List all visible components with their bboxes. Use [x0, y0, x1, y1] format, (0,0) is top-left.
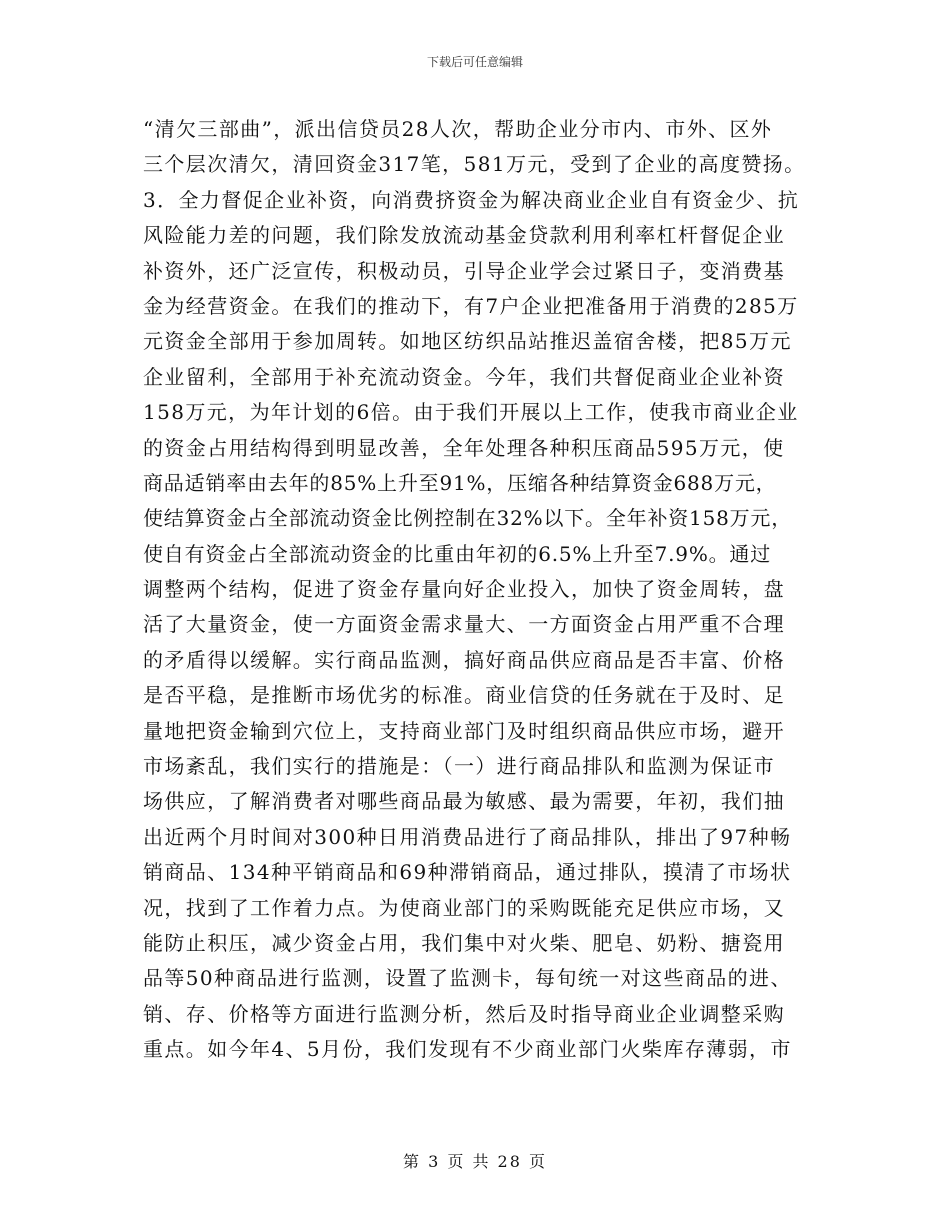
text-line-5: 补资外，还广泛宣传，积极动员，引导企业学会过紧日子，变消费基: [143, 258, 785, 283]
text-line-24: 能防止积压，减少资金占用，我们集中对火柴、肥皂、奶粉、搪瓷用: [143, 930, 785, 955]
page-footer: 第 3 页 共 28 页: [403, 1152, 547, 1171]
text-line-13: 使自有资金占全部流动资金的比重由年初的6.5%上升至7.9%。通过: [143, 541, 772, 566]
text-line-7: 元资金全部用于参加周转。如地区纺织品站推迟盖宿舍楼，把85万元: [143, 329, 792, 354]
text-line-9: 158万元，为年计划的6倍。由于我们开展以上工作，使我市商业企业: [143, 400, 799, 425]
text-line-11: 商品适销率由去年的85%上升至91%，压缩各种结算资金688万元，: [143, 470, 777, 495]
text-line-17: 是否平稳，是推断市场优劣的标准。商业信贷的任务就在于及时、足: [143, 683, 785, 708]
body-text: [143, 112, 808, 1068]
text-line-2: 三个层次清欠，清回资金317笔，581万元，受到了企业的高度赞扬。: [143, 152, 806, 177]
text-line-22: 销商品、134种平销商品和69种滞销商品，通过排队，摸清了市场状: [143, 860, 792, 885]
text-line-27: 重点。如今年4、5月份，我们发现有不少商业部门火柴库存薄弱，市: [143, 1037, 792, 1062]
page-header: 下载后可任意编辑: [426, 55, 523, 69]
text-line-16: 的矛盾得以缓解。实行商品监测，搞好商品供应商品是否丰富、价格: [143, 647, 785, 672]
text-line-18: 量地把资金输到穴位上，支持商业部门及时组织商品供应市场，避开: [143, 718, 785, 743]
text-line-4: 风险能力差的问题，我们除发放流动基金贷款利用利率杠杆督促企业: [143, 223, 785, 248]
text-line-14: 调整两个结构，促进了资金存量向好企业投入，加快了资金周转，盘: [143, 577, 785, 602]
text-line-15: 活了大量资金，使一方面资金需求量大、一方面资金占用严重不合理: [143, 612, 785, 637]
text-line-12: 使结算资金占全部流动资金比例控制在32%以下。全年补资158万元，: [143, 506, 793, 531]
text-line-6: 金为经营资金。在我们的推动下，有7户企业把准备用于消费的285万: [143, 293, 799, 318]
text-line-10: 的资金占用结构得到明显改善，全年处理各种积压商品595万元，使: [143, 435, 785, 460]
text-line-8: 企业留利，全部用于补充流动资金。今年，我们共督促商业企业补资: [143, 364, 785, 389]
text-line-21: 出近两个月时间对300种日用消费品进行了商品排队，排出了97种畅: [143, 824, 792, 849]
text-line-23: 况，找到了工作着力点。为使商业部门的采购既能充足供应市场，又: [143, 895, 785, 920]
text-line-3: 3．全力督促企业补资，向消费挤资金为解决商业企业自有资金少、抗: [143, 187, 800, 212]
text-line-25: 品等50种商品进行监测，设置了监测卡，每旬统一对这些商品的进、: [143, 966, 792, 991]
text-line-19: 市场紊乱，我们实行的措施是：（一）进行商品排队和监测为保证市: [143, 754, 775, 779]
text-line-1: “清欠三部曲”，派出信贷员28人次，帮助企业分市内、市外、区外: [143, 117, 773, 141]
text-line-20: 场供应，了解消费者对哪些商品最为敏感、最为需要，年初，我们抽: [143, 789, 785, 814]
text-line-26: 销、存、价格等方面进行监测分析，然后及时指导商业企业调整采购: [143, 1001, 785, 1026]
